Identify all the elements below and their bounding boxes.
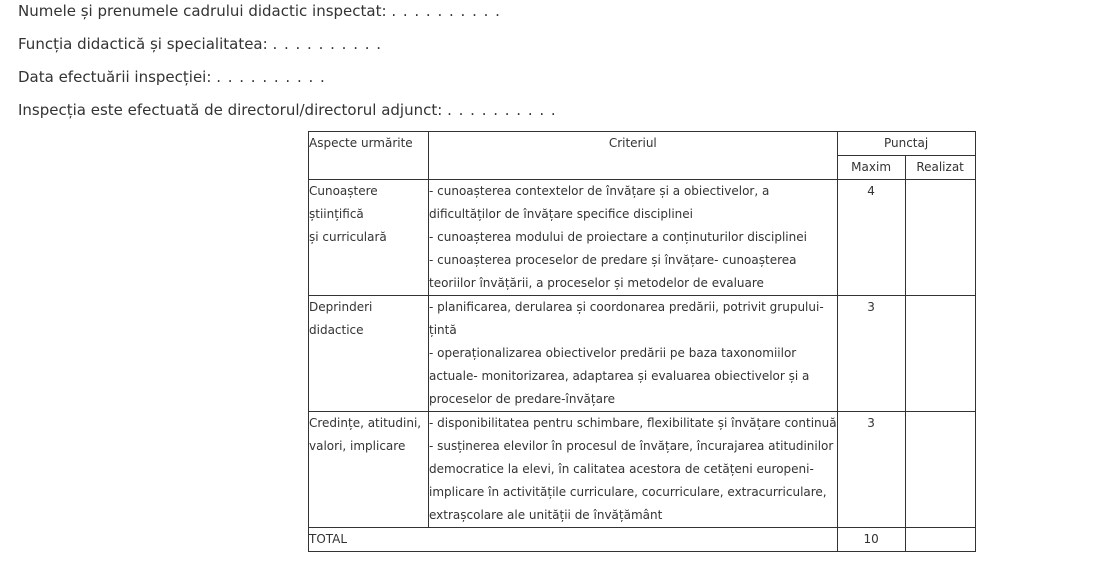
field-inspector xyxy=(18,99,1098,132)
criteriu-line: - disponibilitatea pentru schimbare, flexibilitate și învățare continuă xyxy=(429,416,837,430)
criteriu-line: - operaționalizarea obiectivelor predării pe baza taxonomiilor xyxy=(429,346,797,360)
total-realizat[interactable] xyxy=(905,528,975,552)
criteriu-cell xyxy=(429,412,838,528)
criteriu-line: proceselor de predare-învățare xyxy=(429,392,616,406)
header-realizat: Realizat xyxy=(905,156,975,180)
aspect-line: Cunoaștere științifică xyxy=(309,184,378,221)
table-row xyxy=(309,180,976,296)
field-label: Data efectuării inspecției: xyxy=(18,68,212,86)
criteriu-cell xyxy=(429,180,838,296)
field-label: Funcția didactică și specialitatea: xyxy=(18,35,268,53)
realizat-cell[interactable] xyxy=(905,180,975,296)
realizat-cell[interactable] xyxy=(905,412,975,528)
maxim-cell: 3 xyxy=(837,412,905,528)
criteriu-line: dificultăților de învățare specifice disciplinei xyxy=(429,207,693,221)
field-label: Inspecția este efectuată de directorul/directorul adjunct: xyxy=(18,101,443,119)
inspection-header-fields xyxy=(18,0,1098,132)
field-blank[interactable]: . . . . . . . . . . xyxy=(216,68,326,86)
table-header-row xyxy=(309,132,976,156)
criteriu-cell xyxy=(429,296,838,412)
criteriu-line: - cunoașterea modului de proiectare a conținuturilor disciplinei xyxy=(429,230,807,244)
total-row xyxy=(309,528,976,552)
header-punctaj: Punctaj xyxy=(837,132,975,156)
maxim-cell: 4 xyxy=(837,180,905,296)
aspect-line: Credințe, atitudini, xyxy=(309,416,422,430)
field-blank[interactable]: . . . . . . . . . . xyxy=(391,2,501,20)
criteriu-line: țintă xyxy=(429,323,457,337)
criteriu-line: - planificarea, derularea și coordonarea predării, potrivit grupului- xyxy=(429,300,824,314)
header-aspect: Aspecte urmărite xyxy=(309,132,429,180)
criteriu-line: implicare în activitățile curriculare, cocurriculare, extracurriculare, xyxy=(429,485,827,499)
criteriu-line: democratice la elevi, în calitatea acestora de cetățeni europeni- xyxy=(429,462,814,476)
criteriu-line: actuale- monitorizarea, adaptarea și evaluarea obiectivelor și a xyxy=(429,369,810,383)
table-row xyxy=(309,412,976,528)
criteriu-line: - susținerea elevilor în procesul de învățare, încurajarea atitudinilor xyxy=(429,439,834,453)
criteriu-line: - cunoașterea proceselor de predare și învățare- cunoașterea xyxy=(429,253,797,267)
aspect-line: și curriculară xyxy=(309,230,387,244)
criteriu-line: - cunoașterea contextelor de învățare și a obiectivelor, a xyxy=(429,184,770,198)
field-blank[interactable]: . . . . . . . . . . xyxy=(272,35,383,53)
field-label: Numele și prenumele cadrului didactic inspectat: xyxy=(18,2,387,20)
criteriu-line: teoriilor învățării, a proceselor și metodelor de evaluare xyxy=(429,276,764,290)
aspect-cell xyxy=(309,180,429,296)
aspect-line: Deprinderi didactice xyxy=(309,300,373,337)
total-label: TOTAL xyxy=(309,528,838,552)
aspect-cell xyxy=(309,296,429,412)
aspect-line: valori, implicare xyxy=(309,439,406,453)
field-teacher-name xyxy=(18,0,1098,33)
realizat-cell[interactable] xyxy=(905,296,975,412)
field-function-specialty xyxy=(18,33,1098,66)
maxim-cell: 3 xyxy=(837,296,905,412)
table-row xyxy=(309,296,976,412)
aspect-cell xyxy=(309,412,429,528)
total-maxim: 10 xyxy=(837,528,905,552)
header-criteriu: Criteriul xyxy=(429,132,838,180)
field-inspection-date xyxy=(18,66,1098,99)
evaluation-table xyxy=(308,131,976,552)
header-maxim: Maxim xyxy=(837,156,905,180)
criteriu-line: extrașcolare ale unității de învățământ xyxy=(429,508,663,522)
field-blank[interactable]: . . . . . . . . . . xyxy=(447,101,557,119)
